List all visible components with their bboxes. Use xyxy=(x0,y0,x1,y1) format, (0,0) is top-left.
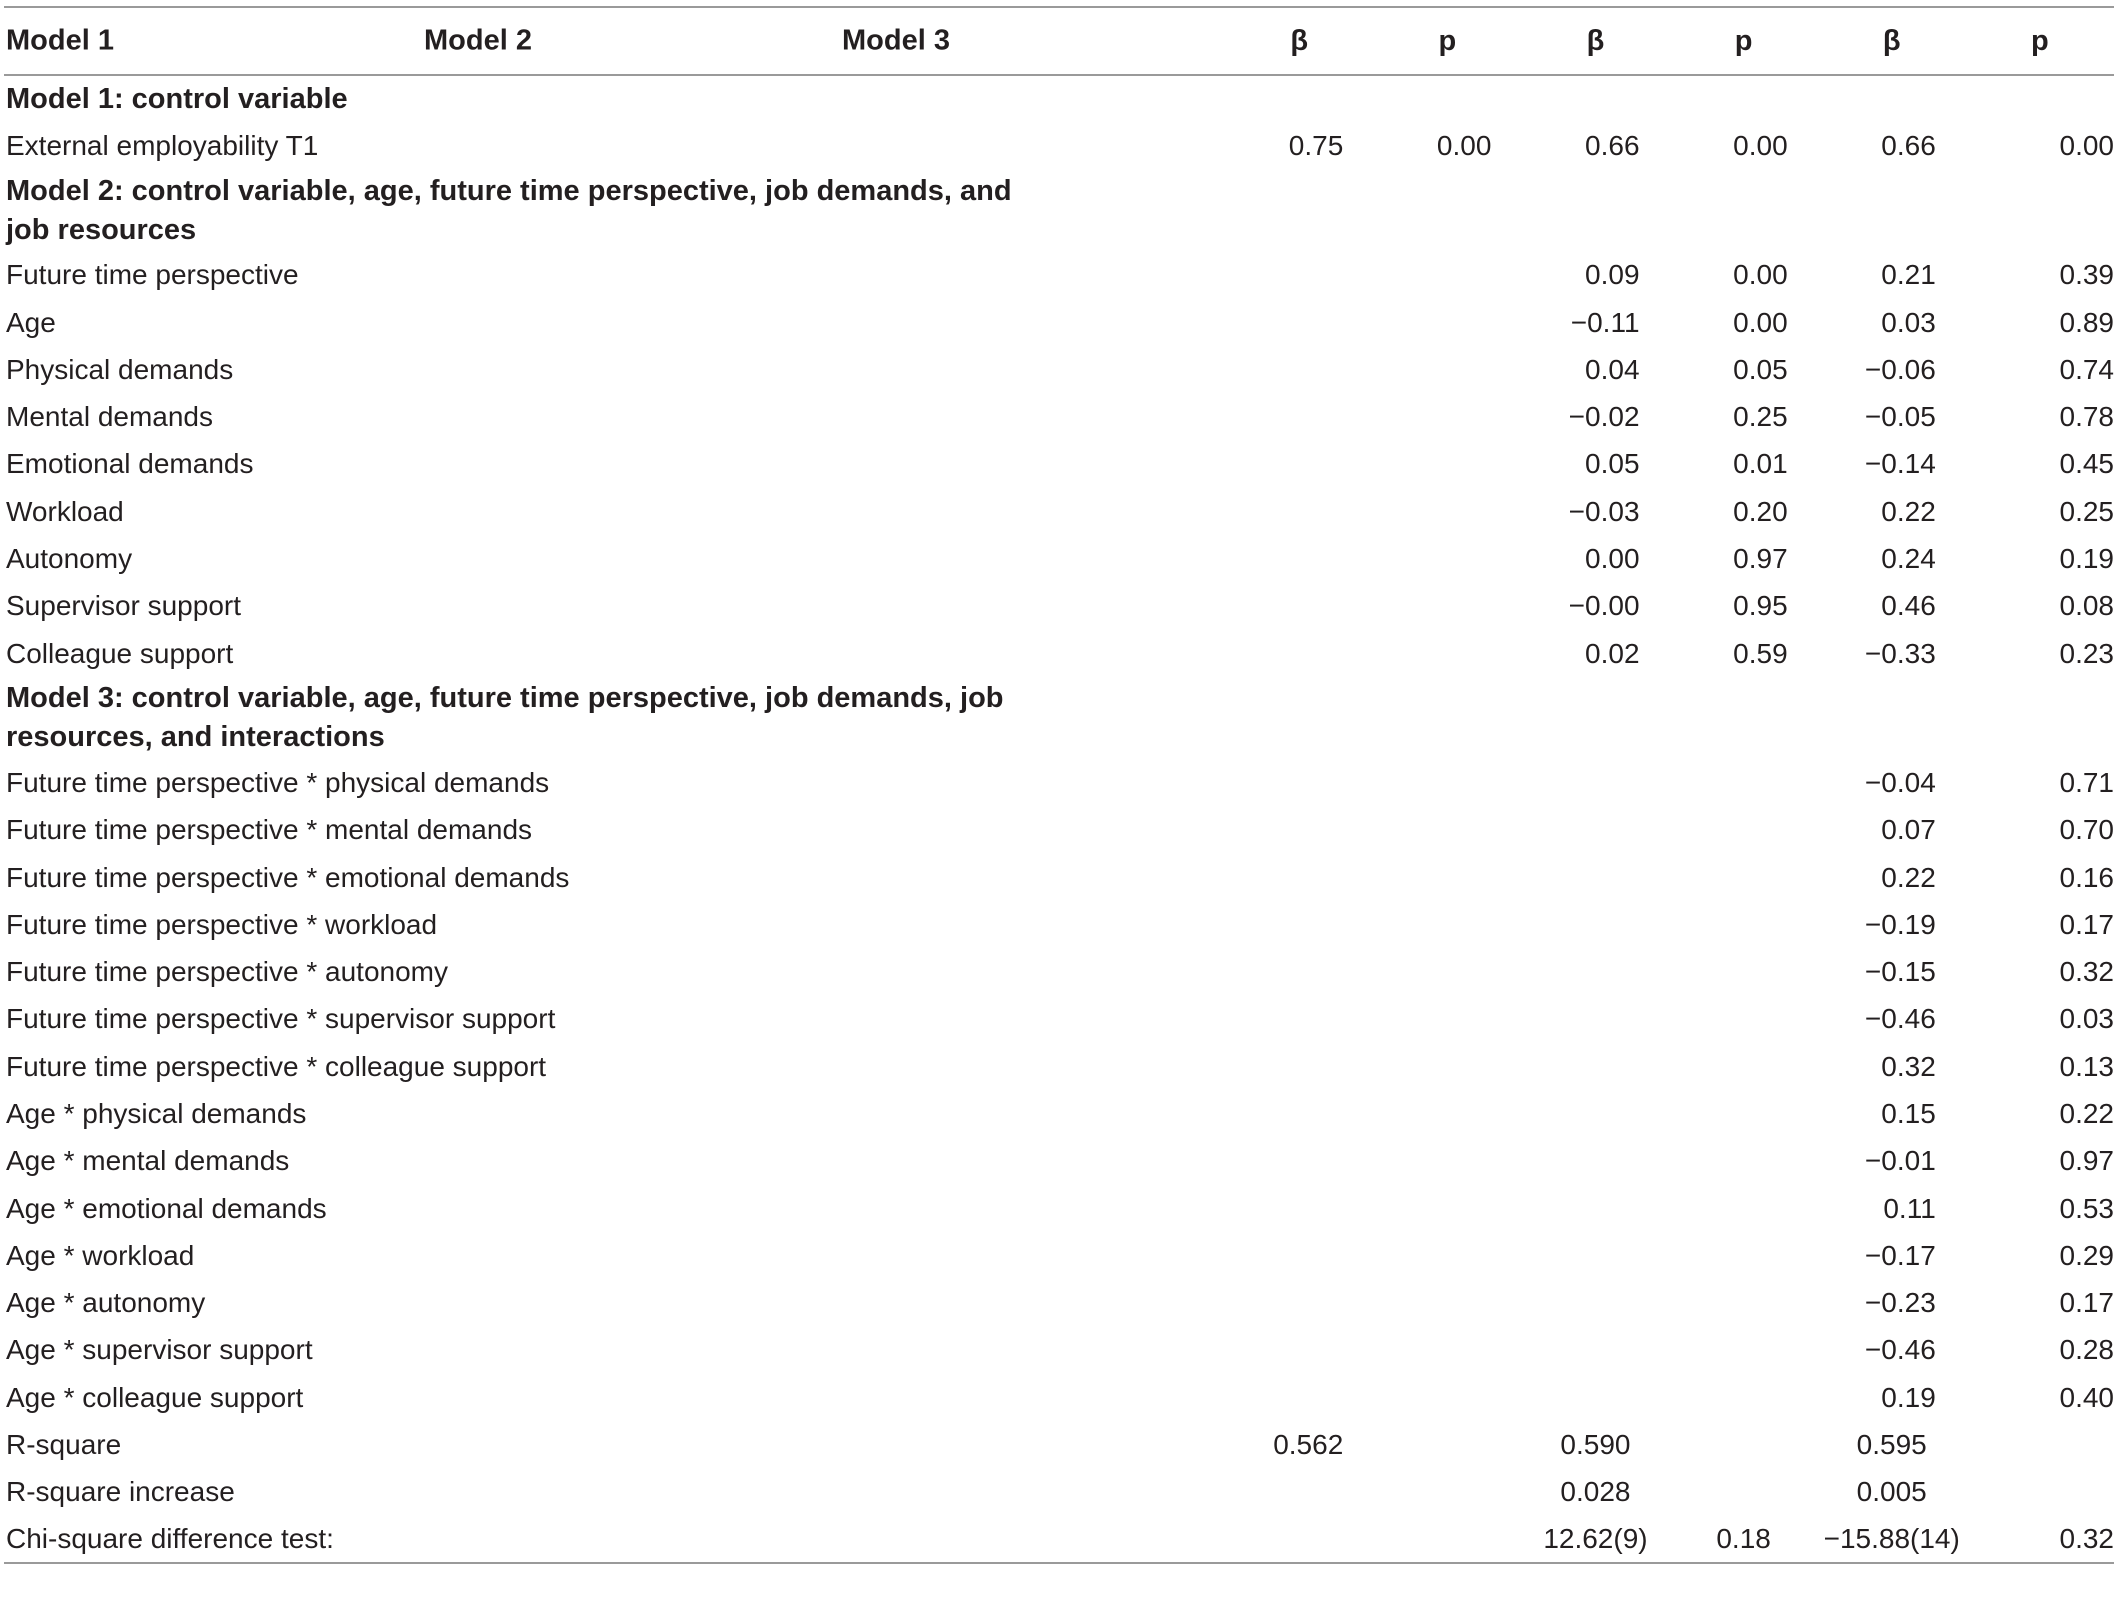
row-label: Age * autonomy xyxy=(6,1287,206,1319)
table-row xyxy=(4,996,2114,1043)
cell-beta-2: −0.00 xyxy=(1568,590,1640,622)
cell-beta-1 xyxy=(1225,996,1373,1043)
section-title: Model 2: control variable, age, future time perspective, job demands, and job resources xyxy=(6,174,1012,246)
table-row xyxy=(4,393,2114,440)
table-row xyxy=(4,535,2114,582)
header-model-3: Model 3 xyxy=(842,24,950,57)
cell-beta-3: 0.66 xyxy=(1881,129,1936,161)
cell-beta-1 xyxy=(1225,1138,1373,1185)
cell-beta-2 xyxy=(1521,1280,1669,1327)
table-row xyxy=(4,1138,2114,1185)
cell-p-3: 0.22 xyxy=(2059,1097,2114,1129)
cell-beta-2 xyxy=(1521,759,1669,806)
cell-beta-1: 0.75 xyxy=(1288,129,1344,161)
cell-p-3: 0.03 xyxy=(2059,1003,2114,1035)
cell-p-3: 0.78 xyxy=(2059,401,2114,433)
table-row xyxy=(4,441,2114,488)
row-label: Physical demands xyxy=(6,353,234,385)
cell-beta-2 xyxy=(1521,1327,1669,1374)
cell-beta-2 xyxy=(1521,996,1669,1043)
cell-p-3: 0.08 xyxy=(2059,590,2114,622)
cell-p-1 xyxy=(1373,1232,1521,1279)
cell-beta-3: 0.46 xyxy=(1881,590,1936,622)
table-row xyxy=(4,807,2114,854)
header-p-2: p xyxy=(1670,7,1818,75)
cell-p-3: 0.23 xyxy=(2059,637,2114,669)
cell-p-1 xyxy=(1373,1185,1521,1232)
cell-p-3: 0.45 xyxy=(2059,448,2114,480)
cell-p-2 xyxy=(1670,1469,1818,1516)
cell-p-2: 0.05 xyxy=(1733,353,1788,385)
cell-beta-2 xyxy=(1521,854,1669,901)
cell-beta-3: −0.05 xyxy=(1864,401,1936,433)
section-title-cell xyxy=(4,677,2114,759)
cell-beta-3: 0.21 xyxy=(1881,259,1936,291)
row-label: Future time perspective * workload xyxy=(6,908,438,940)
cell-beta-3: 0.24 xyxy=(1881,543,1936,575)
cell-beta-2: 0.590 xyxy=(1560,1429,1631,1461)
cell-p-1 xyxy=(1373,1043,1521,1090)
cell-beta-2: 0.028 xyxy=(1560,1476,1631,1508)
cell-beta-2: 0.66 xyxy=(1585,129,1640,161)
cell-p-1 xyxy=(1373,1469,1521,1516)
table-row xyxy=(4,1327,2114,1374)
cell-beta-1 xyxy=(1225,346,1373,393)
cell-beta-3: 0.005 xyxy=(1856,1476,1927,1508)
section-header-row xyxy=(4,677,2114,759)
row-label: Age * physical demands xyxy=(6,1097,307,1129)
cell-p-2: 0.59 xyxy=(1733,637,1788,669)
row-label: Chi-square difference test: xyxy=(4,1516,1225,1563)
section-header-row xyxy=(4,75,2114,122)
cell-beta-2 xyxy=(1521,1138,1669,1185)
cell-p-3: 0.28 xyxy=(2059,1334,2114,1366)
table-row xyxy=(4,1280,2114,1327)
section-header-row xyxy=(4,170,2114,252)
cell-beta-1 xyxy=(1225,1327,1373,1374)
cell-beta-1 xyxy=(1225,948,1373,995)
cell-beta-3: −0.19 xyxy=(1864,908,1936,940)
cell-beta-2 xyxy=(1521,901,1669,948)
cell-p-2: 0.97 xyxy=(1733,543,1788,575)
cell-p-2 xyxy=(1670,1327,1818,1374)
header-row xyxy=(4,7,2114,75)
cell-p-2: 0.01 xyxy=(1733,448,1788,480)
table-row xyxy=(4,1043,2114,1090)
cell-beta-3: 0.15 xyxy=(1881,1097,1936,1129)
row-label: Age * mental demands xyxy=(6,1145,290,1177)
cell-beta-3: 0.595 xyxy=(1856,1429,1927,1461)
cell-p-1 xyxy=(1373,1421,1521,1468)
row-label: Age * workload xyxy=(6,1239,195,1271)
header-beta-1: β xyxy=(1225,7,1373,75)
cell-p-1 xyxy=(1373,1374,1521,1421)
cell-p-2 xyxy=(1670,1090,1818,1137)
cell-p-2: 0.95 xyxy=(1733,590,1788,622)
row-label: Future time perspective xyxy=(6,259,299,291)
cell-beta-3: 0.22 xyxy=(1881,495,1936,527)
cell-p-1 xyxy=(1373,252,1521,299)
table-body xyxy=(4,75,2114,1563)
table-row xyxy=(4,252,2114,299)
cell-p-3: 0.19 xyxy=(2059,543,2114,575)
cell-beta-2 xyxy=(1521,807,1669,854)
cell-beta-1 xyxy=(1225,488,1373,535)
cell-p-3: 0.53 xyxy=(2059,1192,2114,1224)
cell-p-3: 0.32 xyxy=(2059,956,2114,988)
cell-p-1 xyxy=(1373,901,1521,948)
cell-beta-3: −0.46 xyxy=(1864,1003,1936,1035)
cell-beta-1 xyxy=(1225,299,1373,346)
cell-p-1 xyxy=(1373,1280,1521,1327)
cell-p-1 xyxy=(1373,630,1521,677)
row-label: Mental demands xyxy=(6,401,214,433)
row-label: R-square increase xyxy=(6,1476,235,1508)
cell-beta-3: 0.22 xyxy=(1881,861,1936,893)
cell-beta-3: −0.04 xyxy=(1864,766,1936,798)
table-row xyxy=(4,346,2114,393)
cell-p-2 xyxy=(1670,1185,1818,1232)
row-label: Future time perspective * colleague support xyxy=(6,1050,547,1082)
cell-p-1 xyxy=(1373,393,1521,440)
cell-beta-3: 0.19 xyxy=(1881,1381,1936,1413)
header-beta-2: β xyxy=(1521,7,1669,75)
row-label: Colleague support xyxy=(6,637,234,669)
cell-p-3 xyxy=(1966,1421,2114,1468)
row-label: Future time perspective * autonomy xyxy=(6,956,448,988)
cell-p-1 xyxy=(1373,854,1521,901)
cell-p-2 xyxy=(1670,1138,1818,1185)
cell-beta-1 xyxy=(1225,1185,1373,1232)
stat-row xyxy=(4,1516,2114,1563)
cell-p-3: 0.39 xyxy=(2059,259,2114,291)
cell-p-3: 0.17 xyxy=(2059,1287,2114,1319)
cell-p-1 xyxy=(1373,1327,1521,1374)
cell-beta-2: 0.00 xyxy=(1585,543,1640,575)
cell-beta-3: −0.23 xyxy=(1864,1287,1936,1319)
cell-p-1 xyxy=(1373,1090,1521,1137)
row-label: Future time perspective * mental demands xyxy=(6,814,533,846)
cell-p-1 xyxy=(1373,535,1521,582)
cell-beta-3: −0.33 xyxy=(1864,637,1936,669)
cell-beta-3: 0.07 xyxy=(1881,814,1936,846)
cell-beta-3: −0.14 xyxy=(1864,448,1936,480)
table-header xyxy=(4,7,2114,75)
cell-beta-3: −0.06 xyxy=(1864,353,1936,385)
cell-p-3: 0.16 xyxy=(2059,861,2114,893)
cell-beta-1 xyxy=(1225,630,1373,677)
cell-beta-2 xyxy=(1521,1374,1669,1421)
cell-p-3: 0.97 xyxy=(2059,1145,2114,1177)
cell-beta-1 xyxy=(1225,854,1373,901)
table-row xyxy=(4,1374,2114,1421)
cell-p-2: 0.25 xyxy=(1733,401,1788,433)
row-label: Age * emotional demands xyxy=(6,1192,327,1224)
stat-row xyxy=(4,1421,2114,1468)
cell-p-2: 0.00 xyxy=(1733,259,1788,291)
cell-p-2: 0.20 xyxy=(1733,495,1788,527)
table-row xyxy=(4,122,2114,169)
cell-p-2 xyxy=(1670,1043,1818,1090)
cell-p-1 xyxy=(1373,299,1521,346)
table-row xyxy=(4,1090,2114,1137)
cell-p-3: 0.40 xyxy=(2059,1381,2114,1413)
cell-beta-2: −0.11 xyxy=(1570,306,1640,338)
cell-p-1 xyxy=(1373,996,1521,1043)
table-row xyxy=(4,1185,2114,1232)
row-label: Age * supervisor support xyxy=(6,1334,313,1366)
cell-p-2 xyxy=(1670,854,1818,901)
cell-beta-3: −15.88(14) xyxy=(1818,1516,1966,1563)
cell-p-3: 0.17 xyxy=(2059,908,2114,940)
cell-p-2 xyxy=(1670,759,1818,806)
cell-p-2: 0.18 xyxy=(1670,1516,1818,1563)
cell-beta-1 xyxy=(1225,901,1373,948)
cell-beta-2 xyxy=(1521,948,1669,995)
cell-beta-2: 0.05 xyxy=(1585,448,1640,480)
cell-beta-1 xyxy=(1225,1469,1373,1516)
cell-beta-2: −0.03 xyxy=(1568,495,1640,527)
header-model-2: Model 2 xyxy=(424,24,532,57)
cell-beta-3: 0.03 xyxy=(1881,306,1936,338)
model-headers xyxy=(4,7,1225,75)
table-row xyxy=(4,901,2114,948)
cell-p-1 xyxy=(1373,1516,1521,1563)
cell-beta-1 xyxy=(1225,807,1373,854)
cell-p-1 xyxy=(1373,807,1521,854)
table-row xyxy=(4,759,2114,806)
cell-beta-2 xyxy=(1521,1090,1669,1137)
cell-p-1 xyxy=(1373,441,1521,488)
cell-p-1 xyxy=(1373,759,1521,806)
section-title-cell xyxy=(4,75,2114,122)
row-label: External employability T1 xyxy=(6,129,319,161)
table-row xyxy=(4,583,2114,630)
cell-p-1: 0.00 xyxy=(1436,129,1492,161)
cell-beta-1 xyxy=(1225,252,1373,299)
cell-beta-1 xyxy=(1225,535,1373,582)
regression-table-container xyxy=(4,6,2114,1564)
cell-p-1 xyxy=(1373,948,1521,995)
section-title-cell xyxy=(4,170,2114,252)
cell-p-2 xyxy=(1670,1280,1818,1327)
cell-p-2 xyxy=(1670,1374,1818,1421)
cell-beta-1 xyxy=(1225,1374,1373,1421)
cell-p-1 xyxy=(1373,488,1521,535)
cell-beta-1 xyxy=(1225,1090,1373,1137)
cell-p-3: 0.00 xyxy=(2059,129,2114,161)
cell-beta-2: 0.02 xyxy=(1585,637,1640,669)
cell-p-3: 0.71 xyxy=(2059,766,2114,798)
cell-p-3: 0.89 xyxy=(2059,306,2114,338)
cell-p-2 xyxy=(1670,1421,1818,1468)
header-beta-3: β xyxy=(1818,7,1966,75)
cell-p-1 xyxy=(1373,583,1521,630)
cell-p-2 xyxy=(1670,807,1818,854)
cell-beta-3: 0.11 xyxy=(1883,1192,1936,1224)
cell-p-2 xyxy=(1670,901,1818,948)
row-label: Future time perspective * physical demands xyxy=(6,766,550,798)
regression-table xyxy=(4,6,2114,1564)
cell-p-3: 0.70 xyxy=(2059,814,2114,846)
section-title: Model 1: control variable xyxy=(6,82,348,115)
table-row xyxy=(4,1232,2114,1279)
cell-beta-2 xyxy=(1521,1043,1669,1090)
cell-beta-1 xyxy=(1225,1280,1373,1327)
cell-p-1 xyxy=(1373,1138,1521,1185)
table-row xyxy=(4,948,2114,995)
row-label: Workload xyxy=(6,495,124,527)
row-label: Autonomy xyxy=(6,543,133,575)
cell-beta-1: 0.562 xyxy=(1273,1429,1344,1461)
cell-p-1 xyxy=(1373,346,1521,393)
table-row xyxy=(4,299,2114,346)
table-row xyxy=(4,488,2114,535)
cell-beta-3: −0.15 xyxy=(1864,956,1936,988)
row-label: R-square xyxy=(6,1429,122,1461)
cell-beta-1 xyxy=(1225,1516,1373,1563)
cell-beta-2: 0.04 xyxy=(1585,353,1640,385)
cell-beta-1 xyxy=(1225,759,1373,806)
cell-beta-1 xyxy=(1225,393,1373,440)
cell-beta-3: −0.46 xyxy=(1864,1334,1936,1366)
cell-beta-2: 0.09 xyxy=(1585,259,1640,291)
cell-beta-2 xyxy=(1521,1185,1669,1232)
cell-p-3: 0.74 xyxy=(2059,353,2114,385)
cell-beta-1 xyxy=(1225,583,1373,630)
cell-beta-2 xyxy=(1521,1232,1669,1279)
table-row xyxy=(4,630,2114,677)
cell-beta-1 xyxy=(1225,1232,1373,1279)
table-row xyxy=(4,854,2114,901)
cell-p-3: 0.13 xyxy=(2059,1050,2114,1082)
header-p-3: p xyxy=(1966,7,2114,75)
row-label: Future time perspective * emotional demands xyxy=(6,861,570,893)
cell-beta-3: 0.32 xyxy=(1881,1050,1936,1082)
cell-p-2: 0.00 xyxy=(1733,306,1788,338)
cell-p-2 xyxy=(1670,948,1818,995)
row-label: Age * colleague support xyxy=(6,1381,304,1413)
row-label: Emotional demands xyxy=(6,448,254,480)
section-title: Model 3: control variable, age, future time perspective, job demands, job resources, and interactions xyxy=(6,682,1004,754)
cell-beta-1 xyxy=(1225,1043,1373,1090)
cell-p-2 xyxy=(1670,996,1818,1043)
header-p-1: p xyxy=(1373,7,1521,75)
cell-beta-3: −0.17 xyxy=(1864,1239,1936,1271)
cell-p-3: 0.29 xyxy=(2059,1239,2114,1271)
header-model-1: Model 1 xyxy=(6,24,114,57)
cell-p-3: 0.32 xyxy=(1966,1516,2114,1563)
cell-beta-2: 12.62(9) xyxy=(1521,1516,1669,1563)
row-label: Future time perspective * supervisor support xyxy=(6,1003,556,1035)
row-label: Age xyxy=(6,306,56,338)
cell-beta-1 xyxy=(1225,441,1373,488)
stat-row xyxy=(4,1469,2114,1516)
cell-p-2: 0.00 xyxy=(1733,129,1788,161)
cell-p-2 xyxy=(1670,1232,1818,1279)
cell-beta-3: −0.01 xyxy=(1864,1145,1936,1177)
row-label: Supervisor support xyxy=(6,590,242,622)
cell-p-3: 0.25 xyxy=(2059,495,2114,527)
cell-p-3 xyxy=(1966,1469,2114,1516)
cell-beta-2: −0.02 xyxy=(1568,401,1640,433)
